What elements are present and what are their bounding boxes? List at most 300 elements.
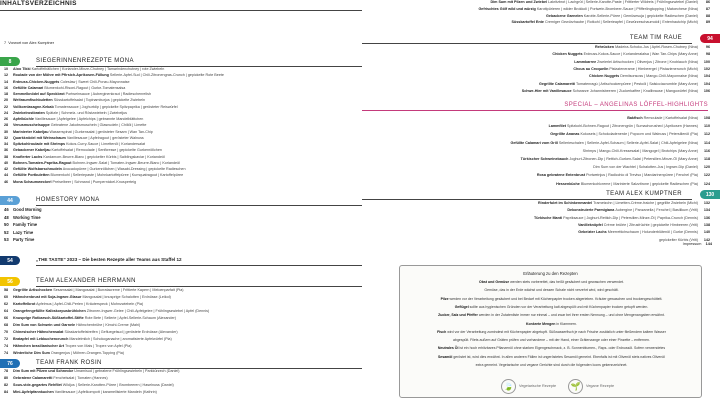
entry-title: Dim Sum von Schwein und Garnele bbox=[13, 323, 76, 327]
entry-page: 110 bbox=[704, 124, 710, 129]
toc-title: INHALTSVERZEICHNIS bbox=[0, 0, 77, 7]
entry-page: 36 bbox=[4, 148, 9, 153]
entry-title: Hessenküche bbox=[556, 181, 581, 186]
section-divider bbox=[362, 110, 708, 111]
legend-term: Obst und Gemüse bbox=[479, 280, 510, 284]
toc-entry[interactable] bbox=[380, 132, 710, 138]
entry-desc: Tomatenragú | Artischockenpüree | Pestoöl | Salsicciacrumble (Mary Anne) bbox=[576, 81, 698, 86]
legend-text: in Klammern. bbox=[555, 321, 577, 326]
entry-page: 140 bbox=[703, 230, 710, 235]
entry-page: 24 bbox=[4, 110, 9, 115]
entry-page: 106 bbox=[703, 88, 710, 93]
entry-desc: Fenchelsalat | Tomaten (Hannes) bbox=[52, 376, 108, 380]
section-divider bbox=[362, 43, 692, 44]
entry-desc: Blumenkohlcreme | Marinierte Salzzitrone | gepickelte Radieschen (Pia) bbox=[580, 181, 698, 186]
entry-page: 100 bbox=[703, 59, 710, 64]
entry-title: Spitzkohlroulade mit Shrimps bbox=[13, 142, 66, 146]
entry-page: 89 bbox=[705, 20, 710, 25]
entry-page: 84 bbox=[4, 390, 9, 394]
entry-page: 48 bbox=[4, 214, 9, 220]
toc-entry[interactable] bbox=[4, 230, 204, 236]
entry-desc: Mandelmilch | Schokoganache | aromatisierte Apfelwürfel (Pia) bbox=[68, 337, 172, 341]
toc-entry[interactable] bbox=[4, 155, 360, 161]
section-divider bbox=[36, 205, 362, 206]
entry-title: Knoflerter Lachs bbox=[13, 154, 43, 159]
entry-title: Bakfisch bbox=[627, 116, 644, 120]
section-special[interactable] bbox=[362, 101, 720, 110]
legend-text: werden vor der Verarbeitung gesäubert und bei Bedarf mit Küchenpapier trocken abgerieben. Kräuter gewaschen und trockengeschüttelt. bbox=[448, 296, 663, 301]
entry-desc: Mangosalat | knusprige Schalotten | Erdnüsse (Leilod) bbox=[81, 295, 171, 299]
legend-line bbox=[408, 288, 695, 293]
entry-desc: Erdnuss-Kokos-Sauce | Korianderalalsa | Wan Tan-Chips (Mary Anne) bbox=[583, 52, 698, 57]
toc-entry[interactable] bbox=[4, 323, 360, 329]
entry-desc: Portweinsauce | Auberginenkraut | Radieschenrelish bbox=[64, 92, 152, 96]
entry-desc: Vanillesauce | Apfelkompott | karamellisierte Mandeln (Kathrin) bbox=[53, 390, 157, 394]
legend-title: Erläuterung zu den Rezepten bbox=[523, 271, 578, 276]
entry-desc: Süsskartoffelstreifen | Gefluegelsud | geröstete Erdnüsse (Alexander) bbox=[63, 330, 178, 334]
toc-entry[interactable] bbox=[4, 237, 204, 243]
entry-title: Zwiebelrostbraten bbox=[13, 110, 45, 115]
legend-text: geröstet ist, wird dies erwähnt. In allen anderen Fällen ist ungeröstetes Sesamöl gemeint. Ebenfalls ist mit Olivenöl stets natives Olivenöl bbox=[452, 354, 666, 359]
legend-line bbox=[408, 338, 695, 343]
toc-entry[interactable] bbox=[380, 116, 710, 122]
section-divider bbox=[36, 286, 362, 287]
legend-line bbox=[408, 346, 695, 351]
entry-desc: Umamisud | gebratene Frühlingszwiebeln | Parkkürzech (Daniel) bbox=[73, 369, 180, 373]
entry-desc: Aubergine | Panzanella | Fenchel | Basilikum (Vriti) bbox=[615, 208, 698, 213]
entry-page: 30 bbox=[4, 129, 9, 134]
entry-desc: Zweierlei Artischocken | Olivenjus | Zitrone | Knoblauch (Nina) bbox=[597, 59, 698, 64]
section-divider bbox=[36, 265, 362, 266]
entry-desc: Kokoseis | Schokoladenerde | Popcorn und Walnuss | Petersilienöl (Pia) bbox=[580, 132, 698, 137]
toc-entry[interactable] bbox=[4, 80, 360, 86]
entry-page: 78 bbox=[4, 369, 9, 373]
toc-entry[interactable] bbox=[380, 149, 710, 155]
entry-page: 32 bbox=[4, 135, 9, 140]
section-raue-page-badge: 94 bbox=[700, 34, 720, 43]
toc-entry[interactable] bbox=[380, 230, 710, 236]
entry-page: 52 bbox=[4, 229, 9, 235]
legend-text: abgespült. Filets außem auf Gräten prüfen und vorhandene – mit der Hand, einer Grätenzange oder einer Pinzette – entfernen. bbox=[453, 338, 650, 343]
toc-entry[interactable] bbox=[4, 105, 360, 111]
entry-desc: Karottpürieren | wilder Brokkoli | Portwein-Brombeer-Sauce | Pfifferlingtopping | Matoechese (Nina) bbox=[536, 6, 698, 11]
entry-title: Gegrillte Calamaretti bbox=[538, 81, 577, 86]
toc-entry[interactable] bbox=[4, 180, 360, 186]
entry-title: Lazy Time bbox=[13, 229, 34, 235]
entry-desc: Orangenjus | Möhren-Orangen-Topping (Pia) bbox=[49, 351, 124, 355]
entry-desc: Kartoffelsalat | Remoulade | Senfkresse | gepickelte Gurkenröllchen bbox=[50, 148, 162, 153]
section-divider bbox=[362, 199, 692, 200]
toc-entry[interactable] bbox=[380, 124, 710, 130]
entry-title: Gebackene Garnelen bbox=[546, 13, 584, 18]
entry-desc: Schwarze Johannisbeeren | Zuckerkaffee | Knallbrause | Mangowürfel (Nina) bbox=[572, 88, 698, 93]
entry-page: 10 bbox=[4, 67, 9, 71]
entry-desc: Demiisonsoss | Mango-Chili-Mayonnaise (Nina) bbox=[620, 74, 698, 79]
entry-desc: Kartoffelbällchen | Koriander-Minze-Chutney | Tamarindenchutney | rote Zwiebeln bbox=[30, 67, 165, 71]
entry-desc: Zitronen-Ingwer-Gelee | Chili-Apfelgelee | Frühlingszwiebel | Apfel (Dennis) bbox=[85, 309, 210, 313]
legend-term: Pilze bbox=[440, 296, 449, 301]
section-taste[interactable] bbox=[0, 256, 362, 265]
entry-desc: gepickelter Kürbis (Vriti) bbox=[658, 237, 698, 242]
toc-entry[interactable] bbox=[380, 238, 710, 244]
toc-entry[interactable] bbox=[4, 67, 360, 73]
impressum-entry[interactable] bbox=[683, 242, 712, 246]
entry-title: Rosa gebratene Entenbrust bbox=[536, 173, 587, 178]
entry-title: Bohnen-Tomaten-Paprika-Ragout bbox=[13, 160, 72, 165]
section-homestory[interactable] bbox=[0, 196, 362, 205]
entry-desc: Lakritzbrot | Lachgrüt | Sellerie-Karotte-Paste | Frittierter Wildreis | Frühlingszwiebel (Daniel) bbox=[548, 0, 698, 4]
entry-desc: Apfelmus | Apfel-Chili-Perlen | Kräuterspeck | Mohnzwiebeln (Pia) bbox=[35, 302, 144, 306]
entry-page: 134 bbox=[703, 208, 710, 213]
entry-page: 26 bbox=[4, 117, 9, 121]
legend-term: Zucker, Salz und Pfeffer bbox=[438, 313, 478, 318]
toc-entry[interactable] bbox=[4, 376, 360, 382]
vegetarian-icon: 🍃 bbox=[501, 379, 516, 394]
legend-line bbox=[408, 355, 695, 360]
toc-entry[interactable] bbox=[4, 302, 360, 308]
entry-desc: Blumenkohl-Risoni-Ragout | Gurke-Tomatensalsa bbox=[43, 85, 126, 90]
toc-entry[interactable] bbox=[380, 141, 710, 147]
entry-desc: Sesamsalat | Mangosalat | Burratacreme | Frittierte Kapern | Meloenparfait (Pia) bbox=[52, 288, 184, 292]
entry-desc: Hähnchenbrühe | Kimchi-Creme (Mahi) bbox=[75, 323, 141, 327]
entry-page: 122 bbox=[703, 173, 710, 178]
entry-title: Gefüllte Calamari vom Grill bbox=[510, 140, 559, 145]
entry-page: 132 bbox=[703, 201, 710, 205]
entry-title: Semmelknödel auf Speckbrot bbox=[13, 92, 65, 96]
entry-page: 28 bbox=[4, 123, 9, 128]
toc-entry[interactable] bbox=[4, 390, 360, 396]
recipe-legend-box bbox=[399, 265, 702, 398]
entry-page: 104 bbox=[703, 81, 710, 86]
entry-desc: Joghurt-Zitronen-Dip | Rettich-Gurken-Salat | Petersilien-Minze-Öl (Mary Anne) bbox=[569, 157, 698, 161]
entry-page: 102 bbox=[703, 66, 710, 71]
entry-desc: Sellerieschalen | Sellerie-Apfel-Schaum | Sellerie-Apfel-Salat | Chili-Apfelgelee (Nina) bbox=[558, 140, 698, 145]
entry-desc: Pistazienerame | Himbeergel | Pistazienerunch (Michi) bbox=[609, 66, 698, 71]
entry-page: 64 bbox=[4, 309, 9, 313]
entry-title: Party Time bbox=[13, 237, 35, 243]
entry-title: Roulade von der Möhre mit Pfirsich-Aprikosen-Füllung bbox=[13, 73, 109, 78]
entry-page: 114 bbox=[704, 140, 710, 145]
entry-page: 74 bbox=[4, 344, 9, 348]
entry-desc: Crème brûlée | Zitrusfrüchte | gepickelte Himbeeren (Vriti) bbox=[603, 222, 698, 227]
entry-title: Türkische Manti bbox=[534, 215, 564, 220]
entry-title: Türkischer Schweinebauch bbox=[520, 157, 570, 161]
entry-desc: Vanillesauce | Apfelgelee | Apfelchips | gebrannte Mandelblättchen bbox=[33, 117, 144, 121]
entry-desc: Coleslaw | Sweet Chili-Ponzu-Mayonnaise bbox=[59, 79, 130, 84]
toc-entry[interactable] bbox=[4, 207, 204, 213]
entry-desc: Sellerie-Apfel-Sud | Chili-Zitronengras-Crunch | gepickelte Rote Beete bbox=[108, 73, 224, 78]
section-herrmann[interactable] bbox=[0, 277, 362, 286]
toc-entry[interactable] bbox=[380, 89, 710, 95]
legend-text: wird vor der Verarbeitung zumindest mit Küchenpapier abgetupft. Süßwasserfisch je nach Frische zusätzlich unter fließendem kaltem Wasser bbox=[446, 329, 666, 334]
entry-title: Vanilleknöpfel bbox=[577, 222, 604, 227]
toc-entry[interactable] bbox=[4, 73, 360, 79]
toc-entry[interactable] bbox=[4, 344, 360, 350]
entry-page: 50 bbox=[4, 222, 9, 228]
entry-page: 88 bbox=[705, 13, 710, 18]
toc-entry[interactable] bbox=[4, 215, 204, 221]
toc-entry[interactable] bbox=[4, 130, 360, 136]
legend-term: Neutrales Öl bbox=[437, 346, 459, 351]
entry-title: Working Time bbox=[13, 214, 41, 220]
toc-entry[interactable] bbox=[4, 117, 360, 123]
entry-title: Gefüllte Wolfsbarschnudeln bbox=[13, 167, 62, 171]
section-herrmann-page-badge: 56 bbox=[0, 277, 20, 286]
toc-entry[interactable] bbox=[380, 0, 710, 6]
legend-line bbox=[408, 305, 695, 310]
toc-entry[interactable] bbox=[380, 165, 710, 171]
entry-page: 108 bbox=[703, 116, 710, 120]
entry-title: Rinderfulet im Schinkenmantel bbox=[538, 201, 594, 205]
toc-entry[interactable] bbox=[4, 142, 360, 148]
toc-entry[interactable] bbox=[380, 223, 710, 229]
entry-title: Family Time bbox=[13, 222, 38, 228]
entry-page: 136 bbox=[703, 215, 710, 220]
entry-page: 98 bbox=[705, 52, 710, 57]
toc-entry[interactable] bbox=[4, 148, 360, 154]
section-sieger-page-badge: 8 bbox=[0, 57, 20, 66]
entry-title: Gebratene Calamaretti bbox=[13, 376, 53, 380]
legend-text: sollte aus hygienischen Gründen vor der Verarbeitung kalt abgespült und mit Küchenpapier trocken getupft werden. bbox=[468, 304, 649, 309]
entry-page: 124 bbox=[703, 181, 710, 186]
entry-title: Dekonstruierte Parmigiana bbox=[567, 208, 616, 213]
entry-desc: Blumenkohl | Selleriepaste | Mohnkartoffelpüree | Kumquatragout | Kartoffelpüree bbox=[49, 173, 184, 178]
toc-entry[interactable] bbox=[4, 136, 360, 142]
entry-page: 44 bbox=[4, 173, 9, 178]
entry-page: 22 bbox=[4, 104, 9, 109]
toc-entry[interactable] bbox=[380, 157, 710, 163]
impressum-page: 144 bbox=[705, 242, 712, 246]
entry-title: Schwe-Hier mit Vanillesauce bbox=[521, 88, 573, 93]
toc-title-rule bbox=[0, 10, 362, 11]
entry-desc: Trametzchn | Limetten-Crème-fraiche | gegrillte Zwiebeln (Michi) bbox=[593, 201, 698, 205]
toc-entry[interactable] bbox=[4, 111, 360, 117]
legend-term: Sesamöl bbox=[437, 354, 453, 359]
entry-title: Good Morning bbox=[13, 207, 42, 212]
entry-desc: Spätzle | Schmelz- und Röstzwiebeln | Zwiebeljus bbox=[44, 110, 128, 115]
toc-entry[interactable] bbox=[4, 222, 204, 228]
entry-title: Gebackener Kabeljau bbox=[13, 148, 51, 153]
entry-title: Chicken Nuggets bbox=[552, 52, 584, 57]
section-sieger[interactable] bbox=[0, 57, 362, 66]
toc-entry[interactable] bbox=[4, 351, 360, 357]
legend-text: werden stets vorbereitet, das heißt gesäubert und gewaschen verwendet. bbox=[509, 280, 624, 284]
section-raue-label: TEAM TIM RAUE bbox=[629, 35, 682, 41]
entry-title: Lammfilet bbox=[548, 124, 568, 129]
section-rosin-page-badge: 76 bbox=[0, 359, 20, 368]
entry-page: 46 bbox=[4, 207, 9, 212]
entry-title: Vollkornlasagne-Kebab bbox=[13, 104, 54, 109]
entry-title: Chicken Nuggets bbox=[589, 74, 621, 79]
legend-line bbox=[408, 280, 695, 285]
section-kumptner-page-badge: 130 bbox=[700, 190, 720, 199]
legend-line bbox=[408, 322, 695, 327]
toc-entry[interactable] bbox=[4, 295, 360, 301]
entry-desc: Vanillesauce | Apfelragout | gerösteter Walnuss bbox=[65, 135, 144, 140]
toc-entry[interactable] bbox=[380, 74, 710, 80]
entry-title: Marinierter Kabeljau bbox=[13, 129, 49, 134]
toc-entry[interactable] bbox=[4, 316, 360, 322]
toc-entry[interactable] bbox=[380, 45, 710, 51]
toc-entry[interactable] bbox=[4, 86, 360, 92]
legend-line bbox=[408, 363, 695, 368]
toc-entry[interactable] bbox=[4, 383, 360, 389]
entry-title: Quarkknödel mit Weinschaum bbox=[13, 135, 66, 140]
entry-title: Chinesischer Hähnchensalat bbox=[13, 330, 64, 334]
entry-desc: Avocadopüree | Gurkenröllchen | Wasabi-Dressing | gepickelte Radieschen bbox=[61, 167, 186, 171]
entry-page: 118 bbox=[704, 157, 710, 161]
toc-entry[interactable] bbox=[380, 82, 710, 88]
entry-desc: Papriksauce | Joghurt-Rettich-Dip | Petersilien-Minze-Öl | Paprika-Crunch (Dennis) bbox=[563, 215, 698, 220]
entry-page: 86 bbox=[705, 0, 710, 4]
entry-desc: Cremiger Gewürzhaube | Rotkohl | Sellerieapfel | Gewürzeschaumoldi | Entenhautchip (Michi) bbox=[544, 20, 698, 25]
toc-entry[interactable] bbox=[380, 201, 710, 207]
entry-page: 40 bbox=[4, 160, 9, 165]
entry-desc: Süsskartoffelsalat | Topinamburjus | gepickelte Zwiebeln bbox=[52, 98, 146, 103]
entry-page: 20 bbox=[4, 98, 9, 103]
legend-term: Fisch bbox=[437, 329, 447, 334]
entry-page: 138 bbox=[703, 222, 710, 227]
entry-title: Aloo Tikki bbox=[13, 67, 31, 71]
entry-desc: Bohnen-Ingwer-Salat | Tomaten-Ingwer-Beurre-Blanc | Koriandeöl bbox=[71, 160, 180, 165]
toc-entry[interactable] bbox=[380, 216, 710, 222]
impressum-label: Impressum bbox=[682, 242, 702, 246]
toc-entry[interactable] bbox=[4, 98, 360, 104]
section-sieger-label: SIEGERINNENREZEPTE MONA bbox=[36, 58, 134, 64]
toc-entry[interactable] bbox=[4, 288, 360, 294]
entry-title: Apfelküchle bbox=[13, 117, 34, 121]
section-taste-label: „THE TASTE“ 2023 – Die besten Rezepte aller Teams aus Staffel 12 bbox=[36, 257, 182, 262]
legend-text: werden in der Zutatenliste immer nur einmal – und zwar bei ihrer ersten Nennung – und ohne Mengenangaben erwähnt. bbox=[477, 313, 665, 318]
entry-title: Gebeizter Lachs bbox=[578, 230, 608, 235]
entry-title: Gefrischtes Gölf wild und würzig bbox=[478, 6, 537, 11]
section-special-label: SPECIAL – ANGELINAS LÖFFEL-HIGHLIGHTS bbox=[564, 102, 708, 108]
section-rosin-label: TEAM FRANK ROSIN bbox=[36, 360, 102, 366]
entry-page: 46 bbox=[4, 179, 9, 184]
entry-desc: Dim Sum von der Wachtel | Schalotten-Jus | Ingwer-Dip (Daniel) bbox=[593, 165, 698, 170]
legend-text: ist ein hoch erhitzbares Pflanzenöl ohne starken Eigengeschmack, z. B. Sonnenblumen-, Raps- oder Erdnussöl. Sofern verwendetes bbox=[458, 346, 666, 351]
section-rosin[interactable] bbox=[0, 359, 362, 368]
toc-entry[interactable] bbox=[4, 123, 360, 129]
toc-entry[interactable] bbox=[380, 52, 710, 58]
toc-entry[interactable] bbox=[4, 173, 360, 179]
entry-title: Gegrillte Artischocken bbox=[13, 288, 53, 292]
section-homestory-label: HOMESTORY MONA bbox=[36, 197, 100, 203]
legend-text: extra gemeint. Vegetarische und vegane Gerichte sind durch die folgenden Icons gekennzeichnet. bbox=[475, 363, 628, 367]
toc-entry[interactable] bbox=[4, 330, 360, 336]
entry-desc: Gebratene Jakobsmuscheln | Glasnudeln | Chiliöl | Limette bbox=[49, 123, 147, 128]
entry-page: 53 bbox=[4, 237, 9, 243]
entry-desc: Remoulade | Kartoffelsalat (Nina) bbox=[643, 116, 698, 120]
entry-title: Orangefengefüllte Kalbskorpusbrühlchen bbox=[13, 309, 86, 313]
entry-title: Winterliche Dim Sum bbox=[13, 351, 50, 355]
entry-title: Bratapfel mit Lebkuchencrunch bbox=[13, 337, 69, 341]
entry-title: Knusprige Rotbarsch-Süßkartoffel-Stifte bbox=[13, 316, 84, 320]
entry-page: 12 bbox=[4, 73, 9, 78]
entry-page: 60 bbox=[4, 295, 9, 299]
toc-entry[interactable] bbox=[380, 14, 710, 20]
entry-page: 112 bbox=[704, 132, 710, 137]
entry-title: Dim Sum mit Pilzen und Schnecke bbox=[13, 369, 74, 373]
toc-entry[interactable] bbox=[380, 7, 710, 13]
legend-line bbox=[408, 297, 695, 302]
entry-page: 62 bbox=[4, 302, 9, 306]
entry-desc: Rote Bete | Sellerie | Apfel-Sellerie-Schaum (Alexander) bbox=[83, 316, 176, 320]
vegetarian-label: Vegetarische Rezepte bbox=[519, 384, 557, 388]
entry-desc: Wildjus | Sellerie-Karotten-Püree | Brombeeren | Haselnuss (Daniel) bbox=[61, 383, 174, 387]
entry-page: 66 bbox=[4, 316, 9, 320]
entry-page: 14 bbox=[4, 79, 9, 84]
toc-entry[interactable] bbox=[380, 60, 710, 66]
vegan-label: Vegane Rezepte bbox=[586, 384, 615, 388]
legend-term: Geflügel bbox=[454, 304, 469, 309]
toc-entry[interactable] bbox=[4, 309, 360, 315]
vorwort-entry[interactable] bbox=[4, 41, 54, 45]
vegan-icon: 🌱 bbox=[568, 379, 583, 394]
vorwort-page: 7 bbox=[4, 41, 7, 45]
section-homestory-page-badge: 44 bbox=[0, 196, 20, 205]
entry-page: 87 bbox=[705, 6, 710, 11]
entry-desc: Tropex von Mais | Tropex von Apfel (Pia) bbox=[64, 344, 132, 348]
legend-term: Konkrete Mengen bbox=[526, 321, 556, 326]
toc-entry[interactable] bbox=[380, 208, 710, 214]
toc-entry[interactable] bbox=[380, 173, 710, 179]
toc-entry[interactable] bbox=[380, 182, 710, 188]
vorwort-label: Vorwort von Alex Kumptner bbox=[8, 41, 55, 45]
toc-entry[interactable] bbox=[380, 67, 710, 73]
toc-entry[interactable] bbox=[4, 167, 360, 173]
toc-entry[interactable] bbox=[4, 161, 360, 167]
entry-page: 34 bbox=[4, 142, 9, 146]
entry-title: Gefüllte Portbuletten bbox=[13, 173, 50, 178]
toc-entry[interactable] bbox=[380, 20, 710, 26]
toc-entry[interactable] bbox=[4, 369, 360, 375]
entry-page: 82 bbox=[4, 383, 9, 387]
legend-line bbox=[408, 313, 695, 318]
section-kumptner-label: TEAM ALEX KUMPTNER bbox=[606, 191, 682, 197]
toc-entry[interactable] bbox=[4, 92, 360, 98]
entry-title: Hähnchen brasilianischer Art bbox=[13, 344, 65, 348]
section-kumptner[interactable] bbox=[362, 190, 720, 199]
entry-desc: Kokos-Curry-Sauce | Limettenöl | Koriandersalat bbox=[65, 142, 146, 146]
entry-title: Hähnchenbrust mit Soja-Ingwer-Glasur bbox=[13, 295, 82, 299]
entry-page: 68 bbox=[4, 323, 9, 327]
entry-page: 42 bbox=[4, 167, 9, 171]
legend-line bbox=[408, 330, 695, 335]
entry-page: 70 bbox=[4, 330, 9, 334]
entry-title: Weltraumfischbuletten bbox=[13, 98, 53, 103]
entry-title: Kartoffelbrot bbox=[13, 302, 36, 306]
entry-page: 18 bbox=[4, 92, 9, 96]
entry-title: Chous au Croquelin bbox=[573, 66, 610, 71]
entry-title: Dim Sum mit Pilzen und Zwiebel bbox=[490, 0, 549, 4]
legend-text: Gemüse, das in der Erde wächst und dessen Schale nicht verzehrt wird, wird geschält. bbox=[484, 288, 619, 293]
toc-entry[interactable] bbox=[4, 337, 360, 343]
entry-desc: Tomatensauce | Joghurtdip | gepickelte Spitzpaprika | gerösteter Reiswürfel bbox=[53, 104, 178, 109]
entry-page: 104 bbox=[703, 74, 710, 79]
section-raue[interactable] bbox=[362, 34, 720, 43]
entry-title: Mona Schaumweckerl bbox=[13, 179, 52, 184]
entry-title: Lammkarree bbox=[574, 59, 598, 64]
section-taste-page-badge: 54 bbox=[0, 256, 20, 265]
entry-desc: Portweinjus | Radicchio di Treviso | Mandarinenpüree | Fenchel (Pia) bbox=[586, 173, 698, 178]
entry-title: Mini-Apfelpfannkuchen bbox=[13, 390, 54, 394]
entry-title: Venusmuschelsuppe bbox=[13, 123, 50, 128]
entry-title: Sous-vide-gegartes Rehfilet bbox=[13, 383, 62, 387]
entry-page: 38 bbox=[4, 154, 9, 159]
entry-title: Erdnuss-Chicken-Nuggets bbox=[13, 79, 60, 84]
entry-page: 80 bbox=[4, 376, 9, 380]
